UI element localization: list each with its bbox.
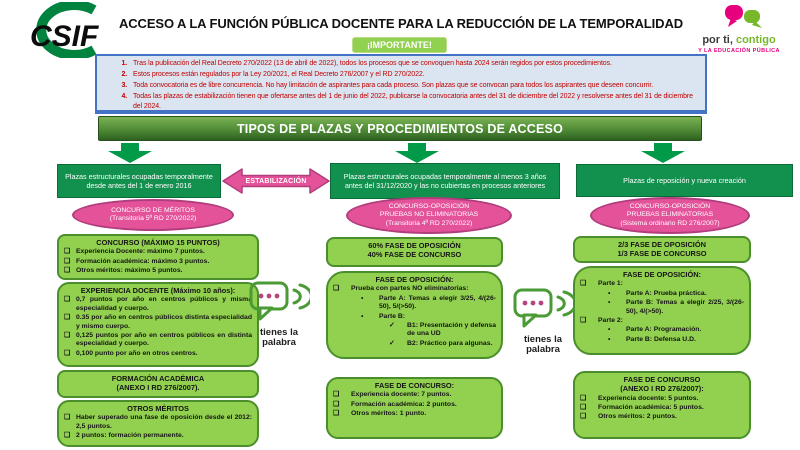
box-title: 60% FASE DE OPOSICIÓN <box>368 241 461 250</box>
csif-logo-text: CSIF <box>30 20 99 53</box>
list-item-text: Parte A: Prueba práctica. <box>626 289 707 297</box>
method-oval-right <box>590 197 750 234</box>
left-box-formacion <box>57 370 259 398</box>
list-item-text: 0.35 por año en centros públicos distinta especialidad y mismo cuerpo. <box>76 314 252 330</box>
tienes-la-palabra-icon <box>512 287 574 329</box>
right-box-fase-concurso <box>573 371 751 439</box>
speech-bubbles-icon <box>711 4 767 30</box>
important-notes-box <box>95 54 707 114</box>
note-item: 3. Toda convocatoria es de libre concurrencia. No hay limitación de aspirantes para cada proceso. Son plazas que se convocan para todos los aspirantes que deseen concurrir. <box>129 81 699 92</box>
list-item <box>580 413 744 421</box>
left-box-otros-meritos <box>57 400 259 447</box>
box-items <box>333 285 496 348</box>
bullet-icon: ❑ <box>64 257 71 265</box>
box-items <box>333 391 496 418</box>
middle-box-fase-concurso <box>326 377 503 439</box>
list-item-text: 2 puntos: formación permanente. <box>76 432 184 440</box>
tienes-la-palabra-label: tienes la palabra <box>259 327 299 348</box>
bullet-icon: • <box>361 312 364 320</box>
box-title: FORMACIÓN ACADÉMICA <box>111 374 205 383</box>
list-item <box>64 350 252 358</box>
list-item <box>64 258 252 266</box>
oval-line: CONCURSO-OPOSICIÓN <box>629 203 711 211</box>
list-item <box>64 314 252 331</box>
list-item-text: Parte 2: <box>598 316 623 324</box>
tienes-la-palabra-widget <box>504 287 582 355</box>
bullet-icon: ❑ <box>64 331 71 339</box>
bullet-icon: • <box>608 326 611 334</box>
list-item-text: Experiencia docente: 5 puntos. <box>598 394 699 402</box>
box-title: FASE DE CONCURSO <box>623 375 701 384</box>
notes-list <box>99 59 699 113</box>
bullet-icon: • <box>608 289 611 297</box>
list-item <box>580 280 744 288</box>
middle-box-fase-oposicion <box>326 271 503 359</box>
method-oval-left <box>72 199 234 231</box>
list-item <box>64 332 252 349</box>
oval-line: (Transitoria 5ª RD 270/2022) <box>109 215 197 222</box>
right-box-ratio <box>573 236 751 263</box>
list-item-text: Parte B: Defensa U.D. <box>626 335 696 343</box>
down-arrow-icon <box>107 143 153 163</box>
bullet-icon: ❑ <box>580 394 587 402</box>
bullet-icon: ✓ <box>389 321 395 329</box>
list-item-text: Prueba con partes NO eliminatorias: <box>351 285 469 293</box>
oval-line: PRUEBAS ELIMINATORIAS <box>626 211 714 219</box>
list-item-text: Parte B: Temas a elegir 2/25, 3/(26-50), 4/(>50). <box>626 299 744 315</box>
list-item-text: Otros méritos: 1 punto. <box>351 410 427 418</box>
list-item-text: Parte B: <box>379 312 406 320</box>
bullet-icon: ❑ <box>64 248 71 256</box>
list-item-text: Experiencia docente: 7 puntos. <box>351 391 452 399</box>
box-items <box>64 414 252 440</box>
tienes-la-palabra-label: tienes la palabra <box>523 334 563 355</box>
list-item <box>580 404 744 412</box>
box-title: EXPERIENCIA DOCENTE (Máximo 10 años): <box>80 286 236 295</box>
list-item-text: Experiencia Docente: máximo 7 puntos. <box>76 248 205 256</box>
list-item-text: Parte 1: <box>598 280 623 288</box>
down-arrow-icon <box>640 143 686 163</box>
oval-line: PRUEBAS NO ELIMINATORIAS <box>379 211 479 219</box>
list-item-text: Otros méritos: 2 puntos. <box>598 413 677 421</box>
list-item-text: 0,100 punto por año en otros centros. <box>76 349 198 357</box>
list-item <box>333 313 496 321</box>
list-item <box>333 410 496 418</box>
section-banner: TIPOS DE PLAZAS Y PROCEDIMIENTOS DE ACCESO <box>98 116 702 141</box>
bullet-icon: ❑ <box>580 316 587 324</box>
bullet-icon: ❑ <box>333 391 340 399</box>
plaza-box-right: Plazas de reposición y nueva creación <box>576 164 793 197</box>
down-arrow-icon <box>394 143 440 163</box>
brand-tagline-green: contigo <box>732 34 776 46</box>
page-title: ACCESO A LA FUNCIÓN PÚBLICA DOCENTE PARA LA REDUCCIÓN DE LA TEMPORALIDAD <box>118 16 684 31</box>
plaza-box-middle: Plazas estructurales ocupadas temporalmente al menos 3 años antes del 31/12/2020 y las no cubiertas en procesos anteriores <box>330 163 560 199</box>
list-item <box>64 267 252 275</box>
oval-line: (Sistema ordinario RD 276/2007) <box>620 219 720 227</box>
list-item-text: Formación académica: 2 puntos. <box>351 400 457 408</box>
box-items <box>64 248 252 275</box>
right-box-fase-oposicion <box>573 266 751 355</box>
bullet-icon: ❑ <box>64 432 71 440</box>
bullet-icon: ❑ <box>580 403 587 411</box>
list-item <box>580 290 744 298</box>
list-item <box>64 248 252 256</box>
tienes-la-palabra-widget <box>240 280 318 348</box>
box-items <box>64 296 252 358</box>
list-item <box>64 414 252 431</box>
bullet-icon: ❑ <box>333 410 340 418</box>
box-title: CONCURSO (MÁXIMO 15 PUNTOS) <box>96 238 220 247</box>
brand-tagline-dark: por ti, <box>702 34 733 46</box>
list-item-text: B2: Práctico para algunas. <box>407 339 493 347</box>
csif-swoosh-icon <box>6 2 118 58</box>
list-item-text: Otros méritos: máximo 5 puntos. <box>76 267 183 275</box>
bullet-icon: ❑ <box>333 400 340 408</box>
brand-tagline <box>686 35 792 47</box>
list-item-text: Haber superado una fase de oposición desde el 2012: 2,5 puntos. <box>76 414 252 430</box>
list-item <box>333 391 496 399</box>
list-item-text: B1: Presentación y defensa de una UD <box>407 321 496 338</box>
bullet-icon: ❑ <box>580 413 587 421</box>
bullet-icon: ❑ <box>64 296 71 304</box>
box-items <box>580 280 744 344</box>
note-item: 1. Tras la publicación del Real Decreto 270/2022 (13 de abril de 2022), todos los procesos que se convoquen hasta 2024 serán regidos por estos procedimientos. <box>129 59 699 70</box>
estabilizacion-label: ESTABILIZACIÓN <box>245 177 307 185</box>
list-item <box>64 296 252 313</box>
oval-line: CONCURSO DE MÉRITOS <box>111 206 195 214</box>
list-item <box>64 432 252 440</box>
brand-lockup <box>686 4 792 54</box>
list-item <box>580 326 744 334</box>
bullet-icon: ❑ <box>64 314 71 322</box>
list-item-text: 0,7 puntos por año en centros públicos y misma especialidad y cuerpo. <box>76 296 252 312</box>
plaza-box-left: Plazas estructurales ocupadas temporalmente desde antes del 1 de enero 2016 <box>57 164 221 198</box>
middle-box-ratio <box>326 237 503 267</box>
left-box-concurso <box>57 234 259 280</box>
bullet-icon: • <box>361 294 364 302</box>
bullet-icon: ❑ <box>64 267 71 275</box>
bullet-icon: ❑ <box>64 414 71 422</box>
brand-subtitle: Y LA EDUCACIÓN PÚBLICA <box>698 47 780 54</box>
method-oval-middle <box>346 197 512 234</box>
box-items <box>580 395 744 422</box>
csif-logo <box>6 2 118 60</box>
bullet-icon: • <box>608 335 611 343</box>
oval-line: (Transitoria 4ª RD 270/2022) <box>385 219 473 227</box>
list-item <box>333 295 496 312</box>
box-title: FASE DE OPOSICIÓN: <box>622 270 702 279</box>
box-title-line2: 40% FASE DE CONCURSO <box>367 250 462 260</box>
box-title: FASE DE CONCURSO: <box>374 381 455 390</box>
box-title-line2: (ANEXO I RD 276/2007): <box>620 384 704 394</box>
list-item-text: Parte A: Programación. <box>626 326 702 334</box>
list-item <box>580 299 744 316</box>
list-item <box>580 317 744 325</box>
list-item <box>580 395 744 403</box>
list-item-text: Parte A: Temas a elegir 3/25, 4/(26-50), 5/(>50). <box>379 294 496 311</box>
box-title: 2/3 FASE DE OPOSICIÓN <box>618 240 706 249</box>
list-item <box>333 285 496 293</box>
note-item: 4. Todas las plazas de estabilización tienen que ofertarse antes del 1 de junio del 2022, publicarse la convocatoria antes del 31 de diciembre del 2022 y resolverse antes del 31 de diciembre del 2024. <box>129 92 699 114</box>
list-item-text: Formación académica: 5 puntos. <box>598 403 704 411</box>
box-title-line2: (ANEXO I RD 276/2007). <box>116 383 200 393</box>
note-item: 2. Estos procesos están regulados por la Ley 20/2021, el Real Decreto 276/2007 y el RD 270/2022. <box>129 70 699 81</box>
box-title: FASE DE OPOSICIÓN: <box>375 275 454 284</box>
list-item <box>333 322 496 339</box>
estabilizacion-arrow <box>222 165 330 197</box>
box-title-line2: 1/3 FASE DE CONCURSO <box>617 249 707 259</box>
tienes-la-palabra-icon <box>248 280 310 322</box>
list-item-text: Formación académica: máximo 3 puntos. <box>76 257 210 265</box>
bullet-icon: ✓ <box>389 339 395 347</box>
list-item <box>580 336 744 344</box>
oval-line: CONCURSO-OPOSICIÓN <box>388 203 470 211</box>
bullet-icon: • <box>608 299 611 307</box>
list-item-text: 0,125 puntos por año en centros públicos en distinta especialidad y cuerpo. <box>76 331 252 348</box>
bullet-icon: ❑ <box>64 349 71 357</box>
important-badge: ¡IMPORTANTE! <box>352 37 447 53</box>
bullet-icon: ❑ <box>580 280 587 288</box>
bullet-icon: ❑ <box>333 285 340 293</box>
box-title: OTROS MÉRITOS <box>127 404 189 413</box>
left-box-experiencia <box>57 282 259 367</box>
list-item <box>333 401 496 409</box>
list-item <box>333 340 496 348</box>
